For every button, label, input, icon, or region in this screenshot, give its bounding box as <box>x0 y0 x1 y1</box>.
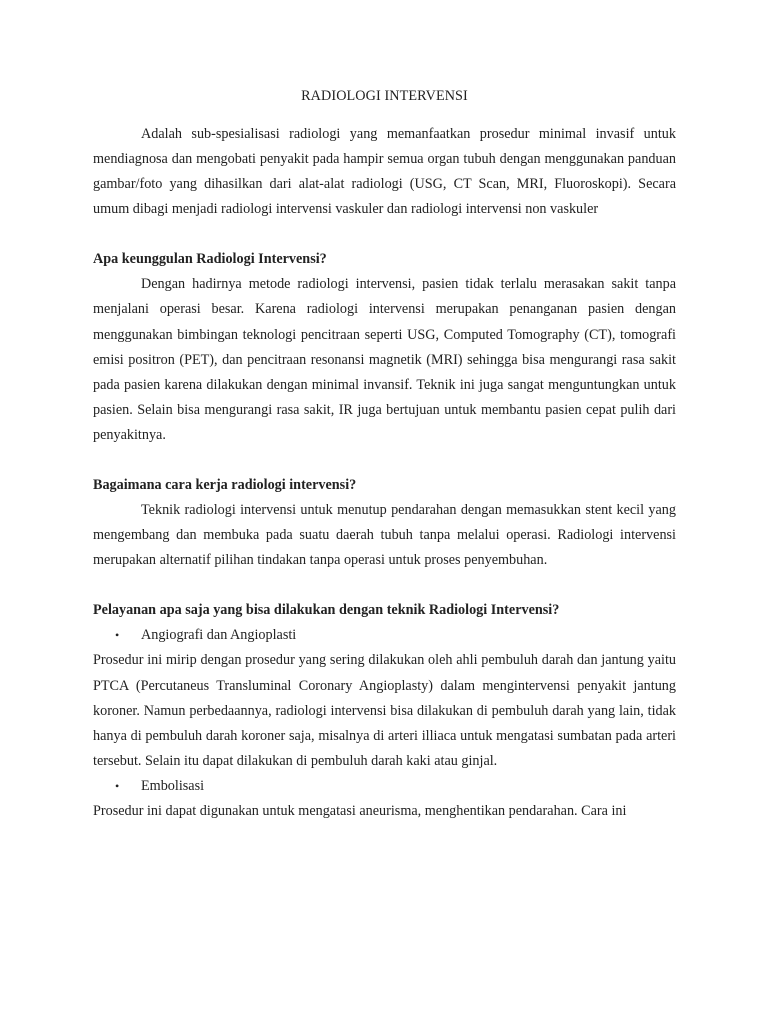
section-heading: Bagaimana cara kerja radiologi intervensi? <box>93 477 357 494</box>
bullet-icon: • <box>115 778 120 793</box>
list-item-label: Embolisasi <box>141 777 205 794</box>
item-paragraph: Prosedur ini mirip dengan prosedur yang sering dilakukan oleh ahli pembuluh darah dan jantung yaitu PTCA (Percutaneus Transluminal Coronary Angioplasty) dalam mengintervensi penyakit jantung koroner. Namun perbedaannya, radiologi intervensi bisa dilakukan di pembuluh darah yang lain, tidak hanya di pembuluh darah koroner saja, misalnya di arteri illiaca untuk mengatasi sumbatan pada arteri tersebut. Selain itu dapat dilakukan di pembuluh darah kaki atau ginjal. <box>93 652 676 769</box>
spacer <box>93 222 676 247</box>
services-list <box>93 623 676 648</box>
document-page <box>93 86 676 824</box>
section-paragraph: Teknik radiologi intervensi untuk menutup pendarahan dengan memasukkan stent kecil yang mengembang dan membuka pada suatu daerah tubuh tanpa melalui operasi. Radiologi intervensi merupakan alternatif pilihan tindakan tanpa operasi untuk proses penyembuhan. <box>93 502 676 569</box>
list-item <box>93 774 676 799</box>
list-item <box>93 623 676 648</box>
spacer <box>93 573 676 598</box>
services-list <box>93 774 676 799</box>
bullet-icon: • <box>115 628 120 643</box>
intro-paragraph: Adalah sub-spesialisasi radiologi yang memanfaatkan prosedur minimal invasif untuk mendiagnosa dan mengobati penyakit pada hampir semua organ tubuh dengan menggunakan panduan gambar/foto yang dihasilkan dari alat-alat radiologi (USG, CT Scan, MRI, Fluoroskopi). Secara umum dibagi menjadi radiologi intervensi vaskuler dan radiologi intervensi non vaskuler <box>93 126 676 218</box>
list-item-label: Angiografi dan Angioplasti <box>141 627 297 644</box>
section-heading: Apa keunggulan Radiologi Intervensi? <box>93 251 327 268</box>
document-title: RADIOLOGI INTERVENSI <box>301 88 468 104</box>
section-paragraph: Dengan hadirnya metode radiologi intervensi, pasien tidak terlalu merasakan sakit tanpa menjalani operasi besar. Karena radiologi intervensi merupakan penanganan pasien dengan menggunakan bimbingan teknologi pencitraan seperti USG, Computed Tomography (CT), tomografi emisi positron (PET), dan pencitraan resonansi magnetik (MRI) sehingga bisa mengurangi rasa sakit pada pasien karena dilakukan dengan minimal invansif. Teknik ini juga sangat menguntungkan untuk pasien. Selain bisa mengurangi rasa sakit, IR juga bertujuan untuk membantu pasien cepat pulih dari penyakitnya. <box>93 276 676 443</box>
spacer <box>93 448 676 473</box>
section-heading: Pelayanan apa saja yang bisa dilakukan dengan teknik Radiologi Intervensi? <box>93 602 560 619</box>
item-paragraph: Prosedur ini dapat digunakan untuk mengatasi aneurisma, menghentikan pendarahan. Cara ini <box>93 802 627 819</box>
